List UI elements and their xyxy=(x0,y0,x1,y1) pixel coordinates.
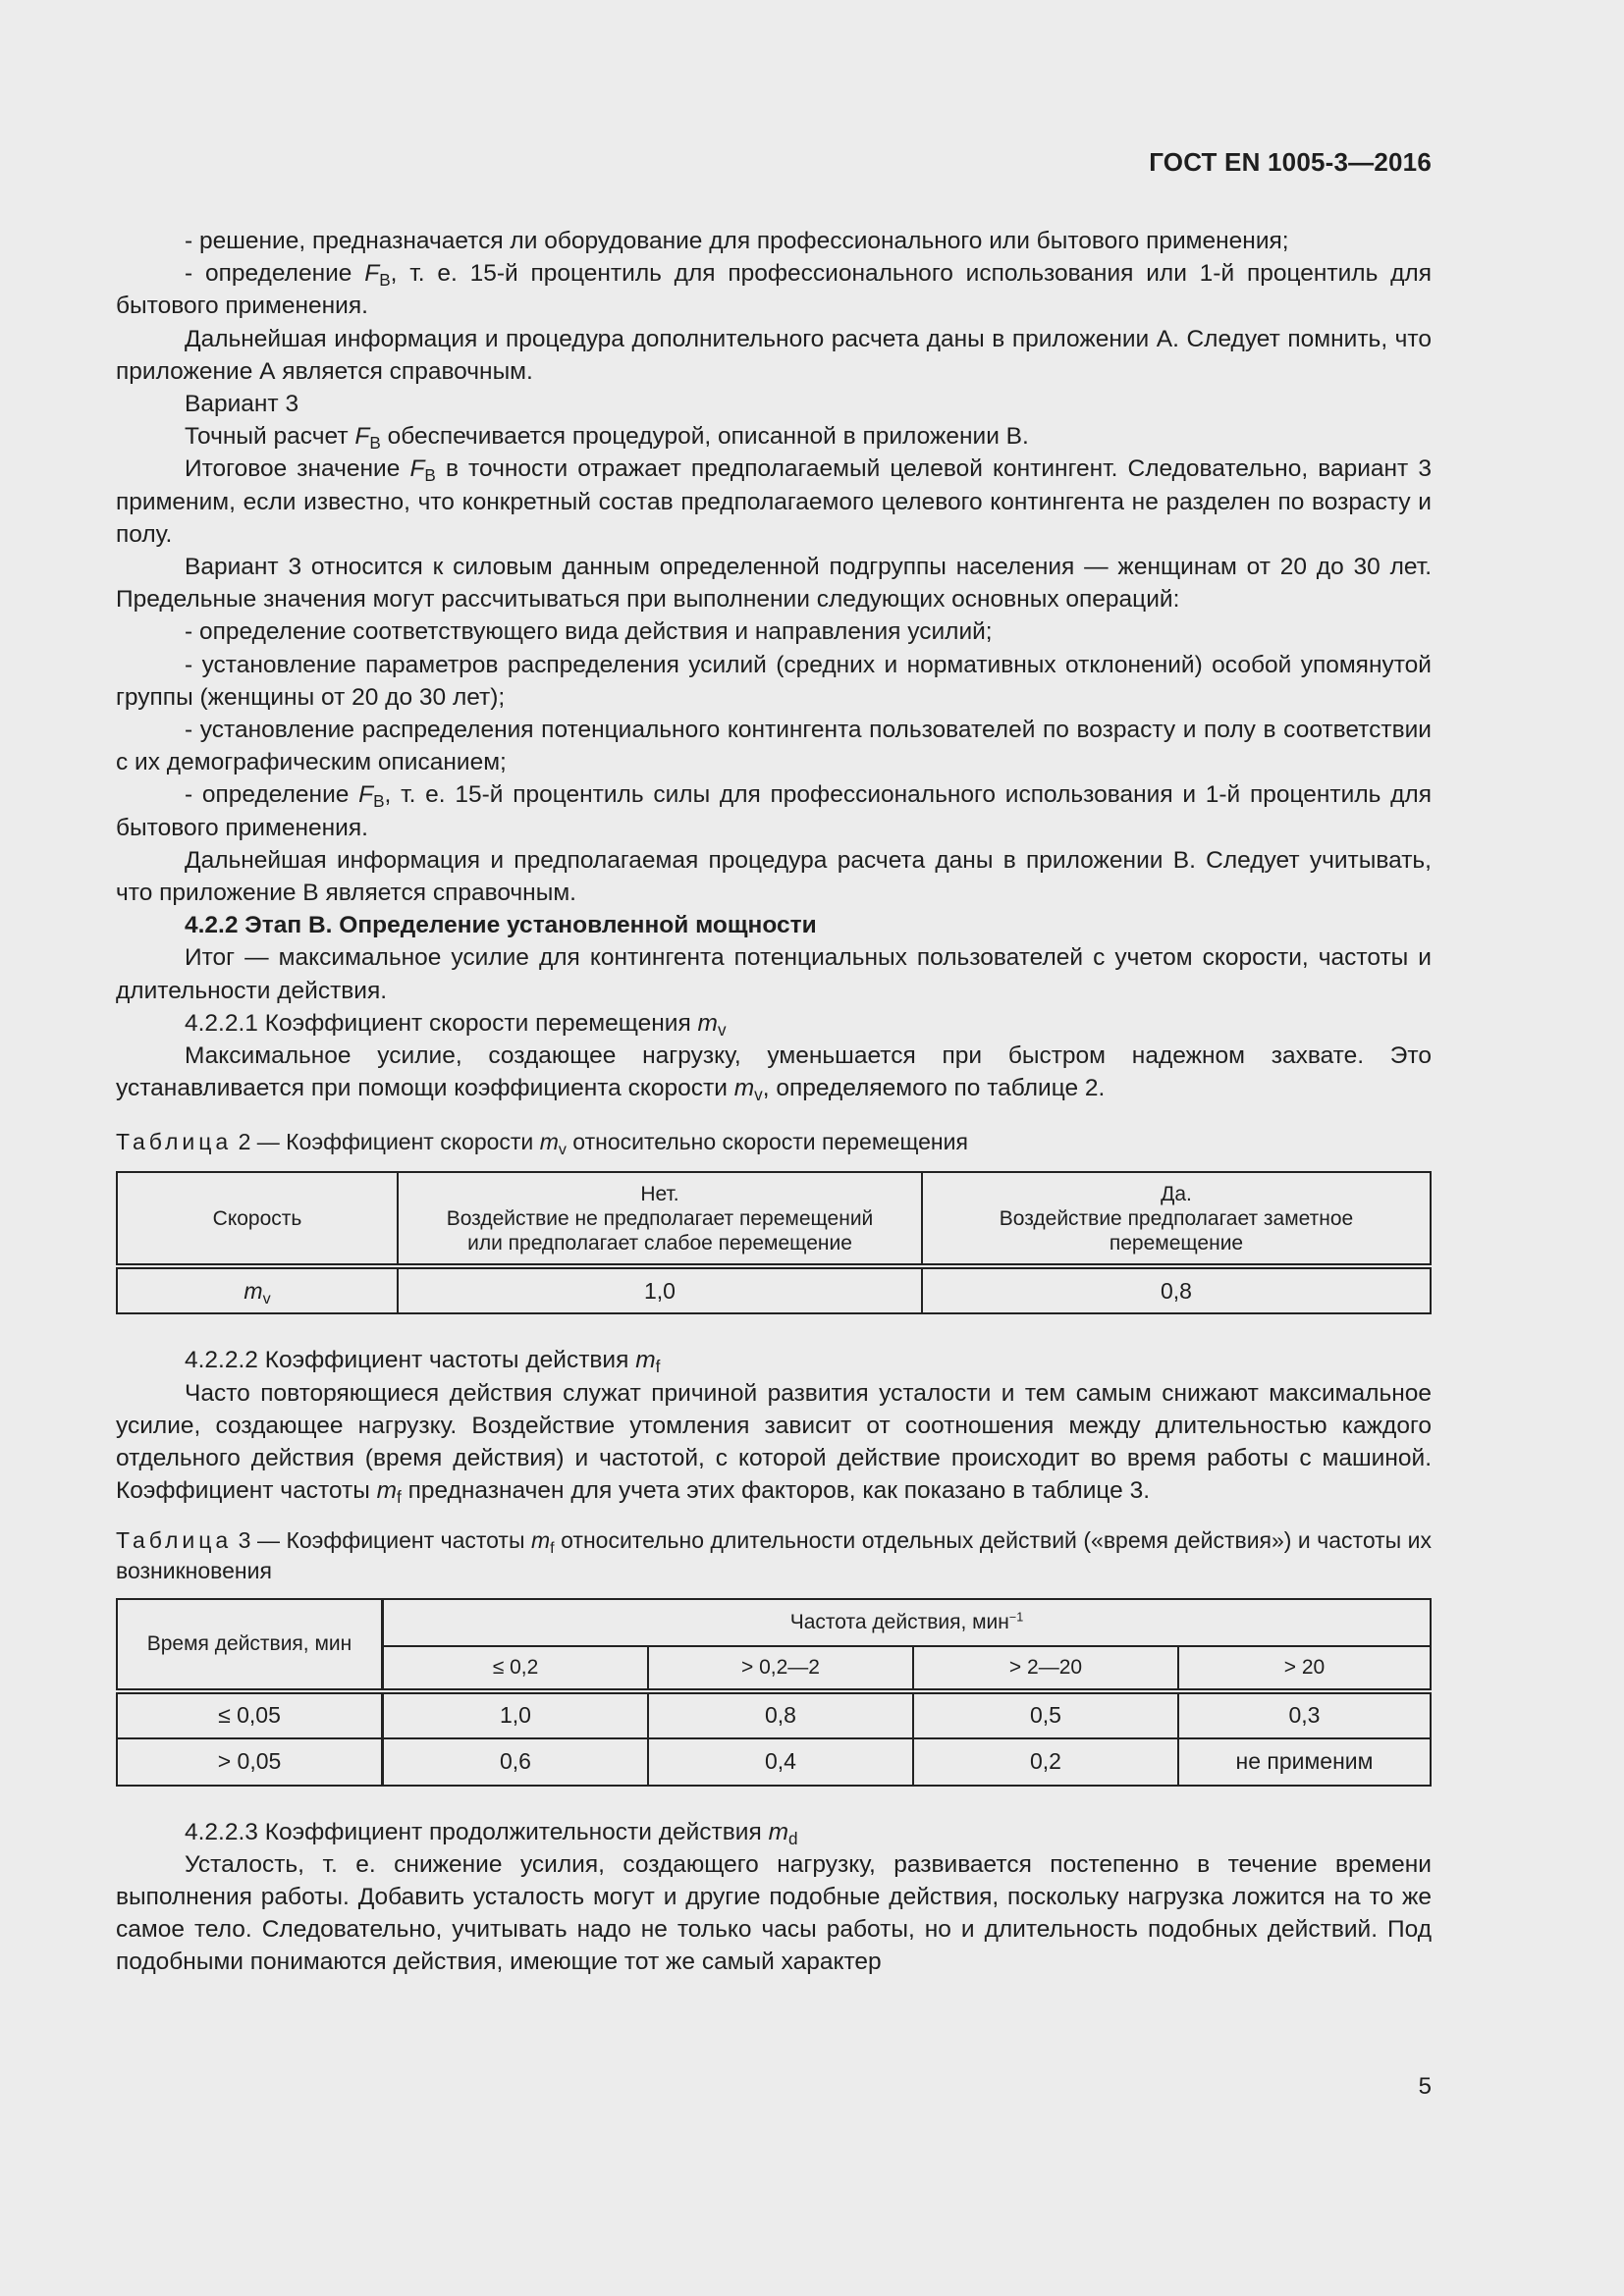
paragraph: - решение, предназначается ли оборудование для профессионального или бытового применения; xyxy=(185,228,1289,254)
body-text xyxy=(116,225,1432,1979)
subsection-heading: 4.2.2.3 Коэффициент продолжительности действия $m_d$ xyxy=(185,1818,798,1848)
paragraph: - установление распределения потенциального контингента пользователей по возрасту и полу в соответствии с их демографическим описанием; xyxy=(116,717,1432,776)
table-caption: Таблица 3 — Коэффициент частоты $m_f$ относительно длительности отдельных действий («время действия») и частоты их возникновения xyxy=(116,1526,1433,1583)
paragraph: Итог — максимальное усилие для контингента потенциальных пользователей с учетом скорости, частоты и длительности действия. xyxy=(116,944,1432,1004)
table-cell: 0,2 xyxy=(913,1738,1178,1786)
table-cell: 0,5 xyxy=(913,1691,1178,1738)
document-page xyxy=(116,0,1432,2296)
section-heading: 4.2.2 Этап В. Определение установленной мощности xyxy=(185,912,817,939)
table-cell: не применим xyxy=(1178,1738,1431,1786)
table-cell: ≤ 0,05 xyxy=(117,1691,383,1738)
paragraph: Вариант 3 xyxy=(185,391,299,418)
table-header-cell: > 0,2—2 xyxy=(648,1646,913,1691)
paragraph: Дальнейшая информация и процедура дополнительного расчета даны в приложении А. Следует помнить, что приложение А является справочным. xyxy=(116,325,1432,385)
table-header-cell: ≤ 0,2 xyxy=(383,1646,649,1691)
paragraph: Усталость, т. е. снижение усилия, создающего нагрузку, развивается постепенно в течение времени выполнения работы. Добавить усталость могут и другие подобные действия, поскольку нагрузка ложится на то же самое тело. Следовательно, учитывать надо не только часы работы, но и длительность подобных действий. Под подобными понимаются действия, имеющие тот же самый характер xyxy=(116,1850,1432,1976)
table-cell: 1,0 xyxy=(398,1266,922,1313)
table-cell: $m_v$ xyxy=(117,1266,398,1313)
paragraph: Точный расчет $F_B$ обеспечивается процедурой, описанной в приложении В. xyxy=(185,423,1029,454)
paragraph: - установление параметров распределения усилий (средних и нормативных отклонений) особой упомянутой группы (женщины от 20 до 30 лет); xyxy=(116,651,1432,711)
table-header-cell: > 2—20 xyxy=(913,1646,1178,1691)
paragraph: - определение соответствующего вида действия и направления усилий; xyxy=(185,618,993,646)
table-header-cell: Частота действия, мин$^{-1}$ xyxy=(383,1599,1432,1646)
table-cell: 0,8 xyxy=(922,1266,1431,1313)
paragraph: - определение $F_B$, т. е. 15-й процентиль силы для профессионального использования и 1-й процентиль для бытового применения. xyxy=(116,781,1432,841)
paragraph: Дальнейшая информация и предполагаемая процедура расчета даны в приложении В. Следует учитывать, что приложение В является справочным. xyxy=(116,846,1432,907)
table-header-cell: Да. Воздействие предполагает заметное перемещение xyxy=(922,1172,1431,1266)
table-caption: Таблица 2 — Коэффициент скорости $m_v$ относительно скорости перемещения xyxy=(116,1129,968,1159)
paragraph: Максимальное усилие, создающее нагрузку, уменьшается при быстром надежном захвате. Это устанавливается при помощи коэффициента скорости $m_v$, определяемого по таблице 2. xyxy=(116,1042,1432,1105)
subsection-heading: 4.2.2.2 Коэффициент частоты действия $m_f$ xyxy=(185,1347,661,1377)
table-cell: 0,6 xyxy=(383,1738,649,1786)
subsection-heading: 4.2.2.1 Коэффициент скорости перемещения $m_v$ xyxy=(185,1009,727,1041)
table-header-cell: Скорость xyxy=(117,1172,398,1266)
paragraph: Итоговое значение $F_B$ в точности отражает предполагаемый целевой контингент. Следовательно, вариант 3 применим, если известно, что конкретный состав предполагаемого целевого контингента не разделен по возрасту и полу. xyxy=(116,455,1432,548)
table-cell: > 0,05 xyxy=(117,1738,383,1786)
paragraph: - определение $F_B$, т. е. 15-й процентиль для профессионального использования или 1-й процентиль для бытового применения. xyxy=(116,260,1432,320)
table-cell: 0,8 xyxy=(648,1691,913,1738)
table-header-cell: > 20 xyxy=(1178,1646,1431,1691)
table-frequency-coefficient xyxy=(116,1598,1432,1787)
table-cell: 0,4 xyxy=(648,1738,913,1786)
paragraph: Вариант 3 относится к силовым данным определенной подгруппы населения — женщинам от 20 до 30 лет. Предельные значения могут рассчитываться при выполнении следующих основных операций: xyxy=(116,554,1432,614)
table-header-cell: Нет. Воздействие не предполагает перемещений или предполагает слабое перемещение xyxy=(398,1172,922,1266)
standard-header: ГОСТ EN 1005-3—2016 xyxy=(1149,147,1432,177)
table-header-cell: Время действия, мин xyxy=(117,1599,383,1691)
paragraph: Часто повторяющиеся действия служат причиной развития усталости и тем самым снижают максимальное усилие, создающее нагрузку. Воздействие утомления зависит от соотношения между длительностью каждого отдельного действия (время действия) и частотой, с которой действие происходит во время работы с машиной. Коэффициент частоты $m_f$ предназначен для учета этих факторов, как показано в таблице 3. xyxy=(116,1379,1432,1508)
table-cell: 0,3 xyxy=(1178,1691,1431,1738)
page-number: 5 xyxy=(1418,2073,1432,2100)
table-cell: 1,0 xyxy=(383,1691,649,1738)
table-speed-coefficient xyxy=(116,1171,1432,1314)
